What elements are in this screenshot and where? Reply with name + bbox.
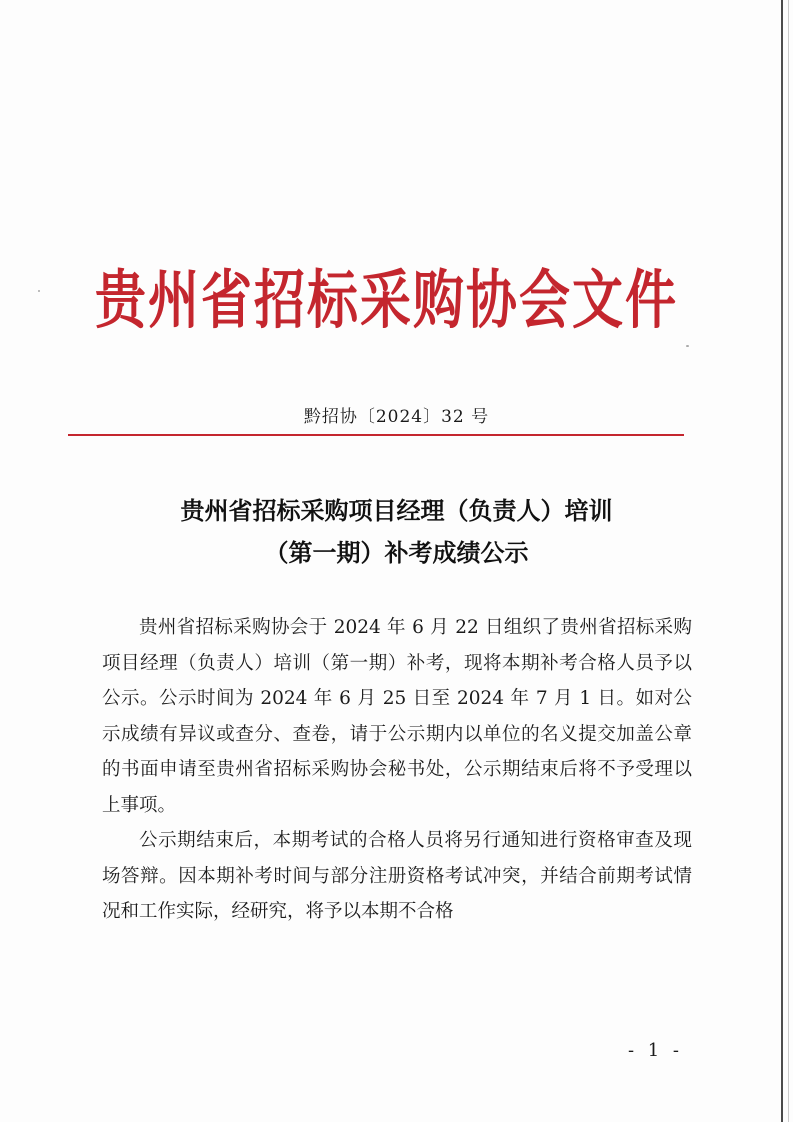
document-header-title: 贵州省招标采购协会文件 <box>95 264 679 338</box>
notice-title-line-2: （第一期）补考成绩公示 <box>264 539 529 567</box>
document-number: 黔招协〔2024〕32 号 <box>303 407 490 427</box>
notice-title <box>0 490 793 574</box>
document-body <box>102 610 692 930</box>
notice-title-line-1: 贵州省招标采购项目经理（负责人）培训 <box>180 497 613 525</box>
page-number: - 1 - <box>627 1040 683 1061</box>
body-paragraph-2: 公示期结束后，本期考试的合格人员将另行通知进行资格审查及现场答辩。因本期补考时间与部分注册资格考试冲突，并结合前期考试情况和工作实际，经研究，将予以本期不合格 <box>102 830 692 922</box>
scan-speck <box>686 345 689 347</box>
body-paragraph-1: 贵州省招标采购协会于 2024 年 6 月 22 日组织了贵州省招标采购项目经理（负责人）培训（第一期）补考，现将本期补考合格人员予以公示。公示时间为 2024 年 6 月 25 日至 2024 年 7 月 1 日。如对公示成绩有异议或查分、查卷，请于公示期内以单位的名义提交加盖公章的书面申请至贵州省招标采购协会秘书处，公示期结束后将不予受理以上事项。 <box>102 617 692 816</box>
header-red-rule <box>68 434 684 436</box>
scan-speck <box>38 290 40 292</box>
